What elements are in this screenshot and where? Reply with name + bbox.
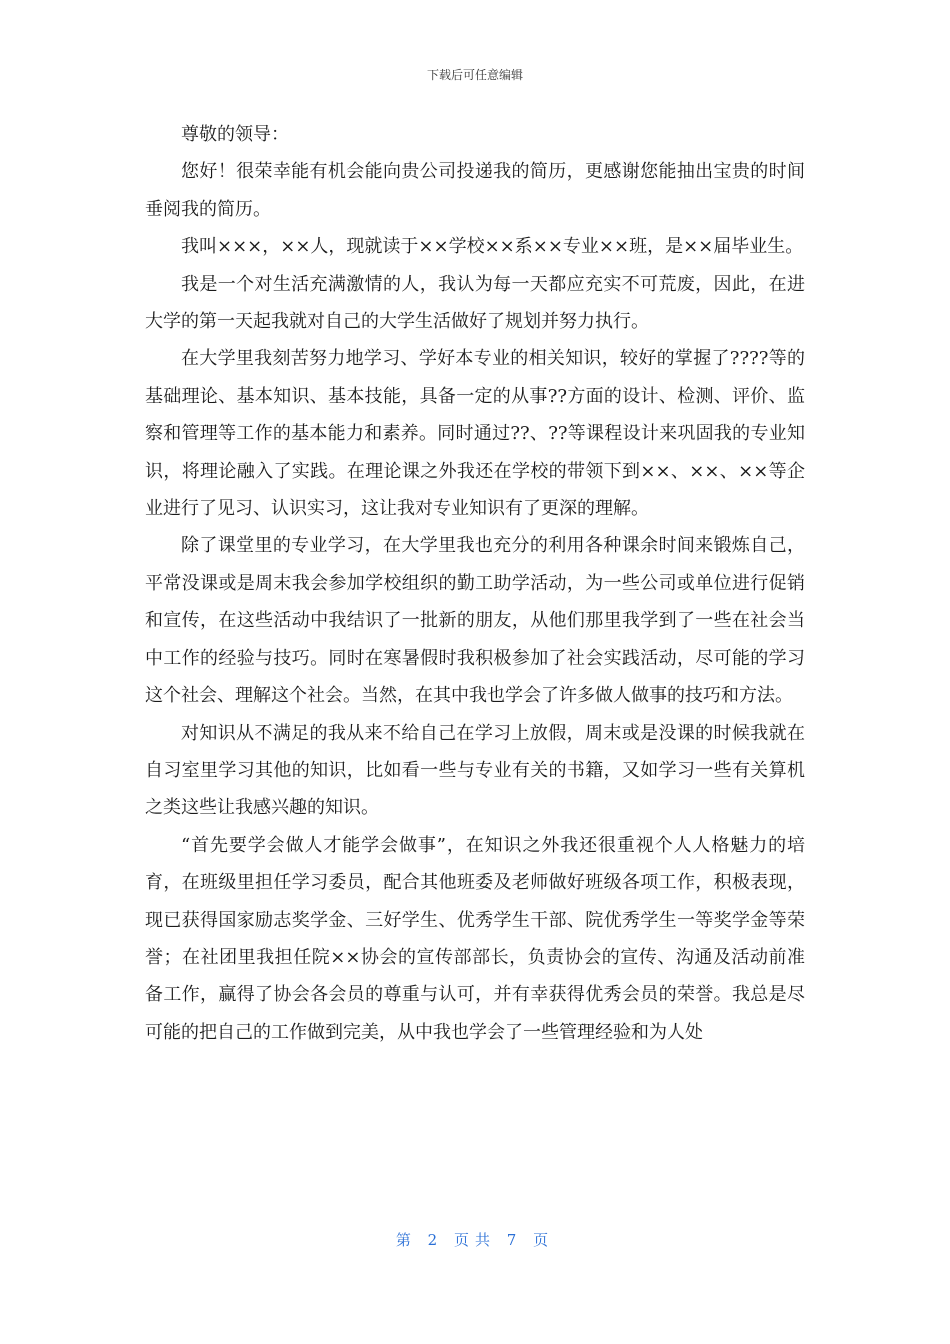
page-number: 第 2 页共 7 页 [395, 1231, 555, 1249]
paragraph-4: 在大学里我刻苦努力地学习、学好本专业的相关知识，较好的掌握了????等的基础理论、基本知识、基本技能，具备一定的从事??方面的设计、检测、评价、监察和管理等工作的基本能力和素养。同时通过??、??等课程设计来巩固我的专业知识，将理论融入了实践。在理论课之外我还在学校的带领下到××、××、××等企业进行了见习、认识实习，这让我对专业知识有了更深的理解。 [145, 348, 805, 520]
paragraph-6: 对知识从不满足的我从来不给自己在学习上放假，周末或是没课的时候我就在自习室里学习其他的知识，比如看一些与专业有关的书籍，又如学习一些有关算机之类这些让我感兴趣的知识。 [145, 722, 805, 819]
header-note: 下载后可任意编辑 [426, 68, 523, 82]
letter-body [145, 116, 805, 1051]
paragraph-2: 我叫×××，××人，现就读于××学校××系××专业××班，是××届毕业生。 [181, 236, 804, 258]
paragraph-1: 您好！很荣幸能有机会能向贵公司投递我的简历，更感谢您能抽出宝贵的时间垂阅我的简历。 [145, 161, 805, 220]
salutation: 尊敬的领导： [181, 124, 289, 145]
paragraph-5: 除了课堂里的专业学习，在大学里我也充分的利用各种课余时间来锻炼自己，平常没课或是周末我会参加学校组织的勤工助学活动，为一些公司或单位进行促销和宣传，在这些活动中我结识了一批新的朋友，从他们那里我学到了一些在社会当中工作的经验与技巧。同时在寒暑假时我积极参加了社会实践活动，尽可能的学习这个社会、理解这个社会。当然，在其中我也学会了许多做人做事的技巧和方法。 [145, 535, 805, 707]
paragraph-3: 我是一个对生活充满激情的人，我认为每一天都应充实不可荒废，因此，在进大学的第一天起我就对自己的大学生活做好了规划并努力执行。 [145, 273, 805, 333]
paragraph-7: “首先要学会做人才能学会做事”，在知识之外我还很重视个人人格魅力的培育，在班级里担任学习委员，配合其他班委及老师做好班级各项工作，积极表现，现已获得国家励志奖学金、三好学生、优秀学生干部、院优秀学生一等奖学金等荣誉；在社团里我担任院××协会的宣传部部长，负责协会的宣传、沟通及活动前准备工作，赢得了协会各会员的尊重与认可，并有幸获得优秀会员的荣誉。我总是尽可能的把自己的工作做到完美，从中我也学会了一些管理经验和为人处 [145, 834, 805, 1043]
